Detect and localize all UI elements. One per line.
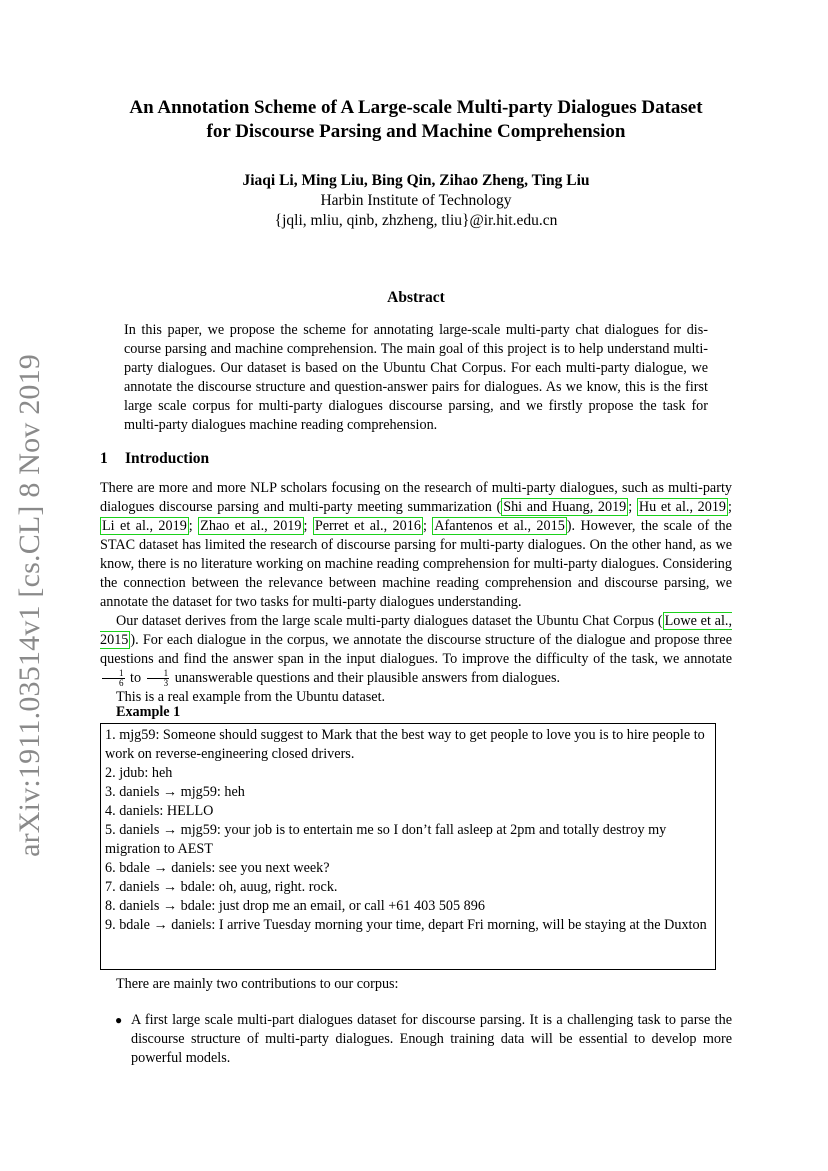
dialogue-line: 9. bdale → daniels: I arrive Tuesday morning your time, depart Fri morning, will be staying at the Duxton	[105, 917, 707, 933]
abstract-heading: Abstract	[387, 289, 445, 306]
fraction-denominator: 3	[163, 678, 169, 689]
contributions-intro: There are mainly two contributions to our corpus:	[116, 976, 399, 992]
author-names: Jiaqi Li, Ming Liu, Bing Qin, Zihao Zheng, Ting Liu	[242, 172, 590, 189]
fraction-one-sixth	[102, 669, 125, 688]
dialogue-line: 2. jdub: heh	[105, 765, 173, 781]
fraction-one-third	[147, 669, 170, 688]
citation-separator: ;	[422, 518, 433, 534]
citation-link[interactable]: Zhao et al., 2019	[200, 518, 302, 534]
p2-text-before: Our dataset derives from the large scale multi-party dialogues dataset the Ubuntu Chat Corpus (	[116, 613, 663, 629]
dialogue-line: 7. daniels → bdale: oh, auug, right. rock.	[105, 879, 338, 895]
citation-link[interactable]: Hu et al., 2019	[638, 499, 727, 515]
p2-text-after: unanswerable questions and their plausible answers from dialogues.	[171, 670, 561, 686]
title-line-1: An Annotation Scheme of A Large-scale Multi-party Dialogues Dataset	[129, 97, 703, 118]
title-line-2: for Discourse Parsing and Machine Comprehension	[206, 121, 626, 142]
bullet-icon: ●	[115, 1013, 123, 1027]
fraction-numerator: 1	[102, 669, 125, 679]
citation-link[interactable]: Afantenos et al., 2015	[434, 518, 565, 534]
citation-separator: ;	[728, 499, 732, 515]
p1-text-before: There are more and more NLP scholars focusing on the research of multi-party dialogues, such as multi-party dialogues discourse parsing and multi-party meeting summarization (	[100, 480, 732, 515]
intro-paragraph-3: This is a real example from the Ubuntu dataset.	[116, 689, 386, 706]
citation-link[interactable]: Perret et al., 2016	[314, 518, 421, 534]
p2-text-middle: ). For each dialogue in the corpus, we annotate the discourse structure of the dialogue and propose three questions and find the answer span in the input dialogues. To improve the difficulty of the task, we annotate	[100, 632, 732, 667]
example-dialogue-box	[100, 723, 716, 970]
fraction-numerator: 1	[147, 669, 170, 679]
contributions-list	[100, 1011, 732, 1068]
citation-separator: ;	[628, 499, 637, 515]
section-heading	[100, 450, 209, 468]
arxiv-stamp-text: arXiv:1911.03514v1 [cs.CL] 8 Nov 2019	[13, 353, 46, 857]
p1-text-after: ). However, the scale of the STAC dataset has limited the research of discourse parsing for multi-party dialogues. On the other hand, as we know, there is no literature working on machine reading comprehension for multi-party dialogues. Considering the connection between the relevance between machine reading comprehension and discourse parsing, we annotate the dataset for two tasks for multi-party dialogues understanding.	[100, 518, 732, 610]
fraction-denominator: 6	[119, 678, 124, 689]
dialogue-line: 4. daniels: HELLO	[105, 803, 214, 819]
intro-paragraph-2	[100, 612, 732, 688]
paper-title	[100, 96, 732, 144]
citation-link[interactable]: Li et al., 2019	[102, 518, 187, 534]
dialogue-line: 1. mjg59: Someone should suggest to Mark that the best way to get people to love you is to hire people to work on reverse-engineering closed drivers.	[105, 727, 705, 762]
citation-separator: ;	[303, 518, 313, 534]
example-label: Example 1	[116, 704, 181, 720]
citation-link[interactable]: Lowe et al., 2015	[100, 613, 732, 648]
section-body	[100, 479, 732, 707]
author-affiliation: Harbin Institute of Technology	[320, 192, 512, 209]
author-emails: {jqli, mliu, qinb, zhzheng, tliu}@ir.hit.edu.cn	[274, 212, 558, 229]
dialogue-line: 5. daniels → mjg59: your job is to entertain me so I don’t fall asleep at 2pm and totally destroy my migration to AEST	[105, 822, 667, 857]
arxiv-stamp	[2, 353, 58, 857]
abstract-text: In this paper, we propose the scheme for annotating large-scale multi-party chat dialogues for discourse parsing and machine comprehension. The main goal of this project is to help understand multi-party dialogues. Our dataset is based on the Ubuntu Chat Corpus. For each multi-party dialogue, we annotate the discourse structure and question-answer pairs for dialogues. As we know, this is the first large scale corpus for multi-party dialogues discourse parsing, and we firstly propose the task for multi-party dialogues machine reading comprehension.	[124, 322, 708, 433]
intro-paragraph-1	[100, 479, 732, 612]
citation-link[interactable]: Shi and Huang, 2019	[503, 499, 627, 515]
dialogue-line: 8. daniels → bdale: just drop me an email, or call +61 403 505 896	[105, 898, 485, 914]
dialogue-line: 6. bdale → daniels: see you next week?	[105, 860, 330, 876]
section-title: Introduction	[125, 450, 210, 467]
citation-separator: ;	[188, 518, 199, 534]
list-item	[100, 1011, 732, 1068]
p2-text-to: to	[126, 670, 145, 686]
section-number: 1	[100, 450, 108, 467]
list-item-text: A first large scale multi-part dialogues dataset for discourse parsing. It is a challenging task to parse the discourse structure of multi-party dialogues. Enough training data will be essential to develop more powerful models.	[131, 1012, 732, 1066]
dialogue-line: 3. daniels → mjg59: heh	[105, 784, 245, 800]
author-block	[100, 171, 732, 231]
